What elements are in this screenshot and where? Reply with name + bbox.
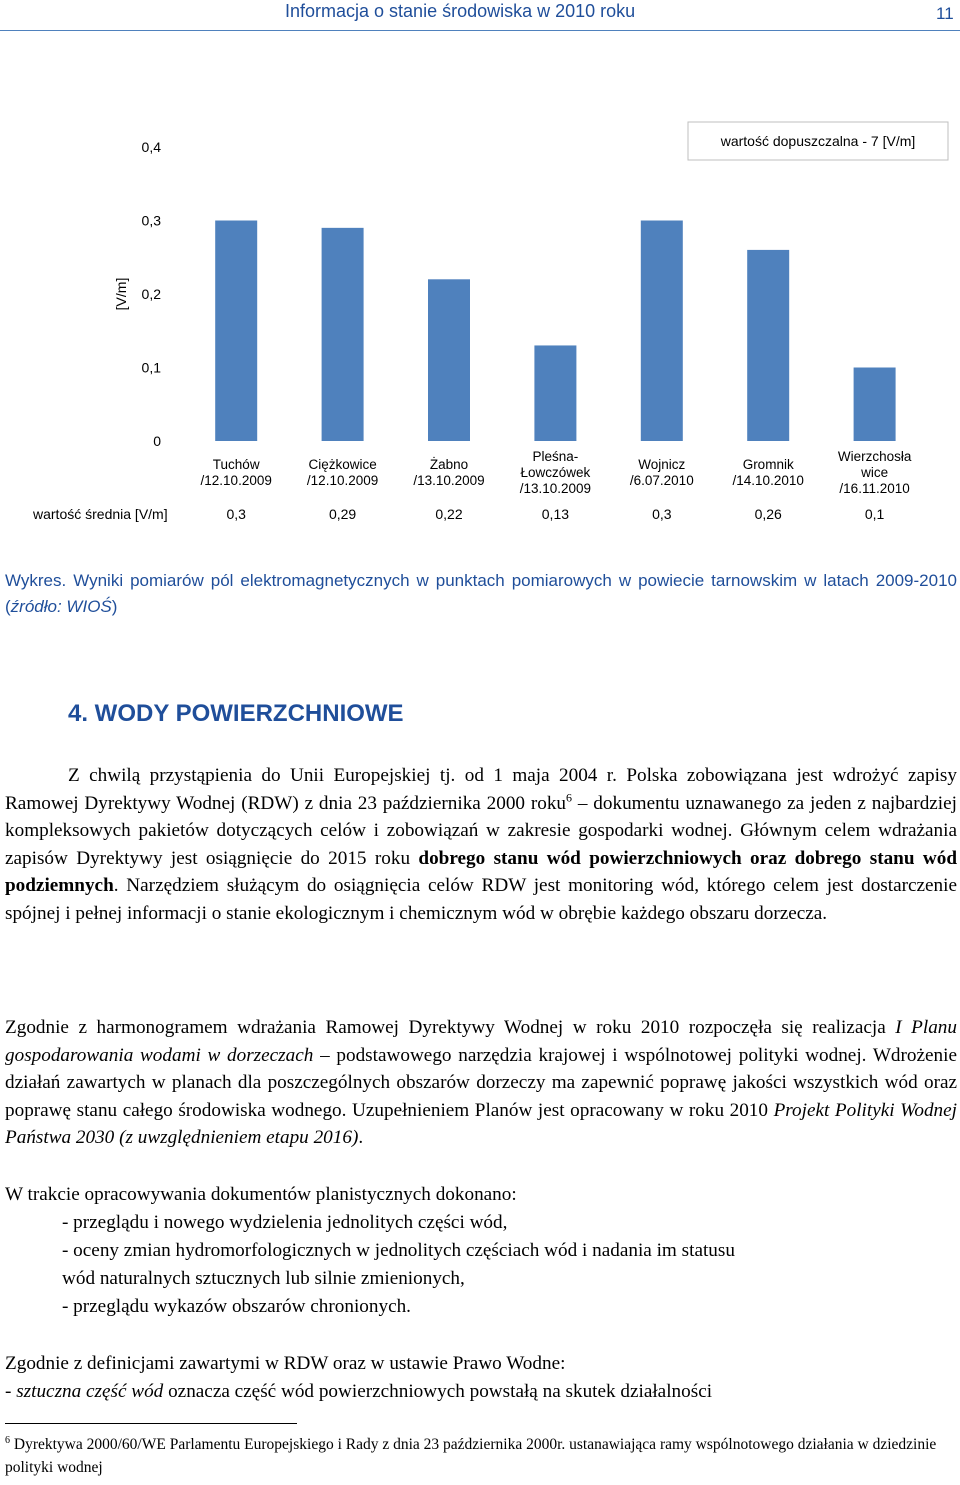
p1-bold-goal: dobrego stanu wód powierzchniowych oraz dobrego stanu wód podziemnych (5, 847, 958, 896)
bar-5 (641, 221, 683, 442)
chart-caption (5, 568, 957, 620)
category-label: /6.07.2010 (629, 473, 694, 488)
footnote (5, 1433, 950, 1479)
footnote-number: 6 (5, 1434, 10, 1446)
data-value-label: 0,1 (864, 506, 885, 522)
p2-part-a: Zgodnie z harmonogramem wdrażania Ramowej Dyrektywy Wodnej w roku 2010 rozpoczęła się realizacja (5, 1017, 896, 1038)
p5-rest: oznacza część wód powierzchniowych powstałą na skutek działalności (163, 1381, 713, 1402)
p2-part-b: – podstawowego narzędzia krajowej i wspólnotowej polityki wodnej. Wdrożenie działań zawartych w planach dla poszczególnych obszarów dorzeczy ma zapewnić poprawę jakości wszystkich wód oraz poprawę stanu całego środowiska wodnego. Uzupełnieniem Planów jest opracowany w roku 2010 (5, 1044, 957, 1121)
list-item: - przeglądu i nowego wydzielenia jednolitych części wód, (62, 1212, 508, 1233)
p5-dash: - (5, 1381, 17, 1402)
actions-list (62, 1209, 942, 1321)
category-label: Pleśna- (532, 449, 579, 464)
p2-part-c: . (358, 1127, 364, 1148)
y-tick-label: 0,4 (141, 139, 161, 155)
caption-close: ) (111, 597, 118, 616)
paragraph-plan (5, 1014, 957, 1152)
y-tick-label: 0,1 (141, 359, 161, 376)
list-item: wód naturalnych sztucznych lub silnie zmienionych, (62, 1268, 465, 1289)
footnote-ref: 6 (566, 790, 573, 805)
bar-7 (854, 368, 896, 442)
caption-source: źródło: WIOŚ (10, 597, 112, 616)
bar-1 (215, 221, 257, 442)
paragraph-definitions: Zgodnie z definicjami zawartymi w RDW oraz w ustawie Prawo Wodne: (5, 1353, 566, 1374)
section-heading: 4. WODY POWIERZCHNIOWE (68, 700, 404, 727)
bar-6 (747, 250, 789, 441)
p1-part-c: . Narzędziem służącym do osiągnięcia celów RDW jest monitoring wód, którego celem jest dostarczenie spójnej i pełnej informacji o stanie ekologicznym i chemicznym wód w obrębie każdego obszaru dorzecza. (5, 875, 957, 924)
category-label: Wojnicz (638, 457, 686, 472)
paragraph-rdw (5, 762, 957, 927)
category-label: /16.11.2010 (839, 481, 910, 496)
category-label: Tuchów (212, 457, 260, 472)
data-value-label: 0,13 (541, 506, 570, 522)
header-title: Informacja o stanie środowiska w 2010 roku (285, 1, 636, 21)
category-label: Ciężkowice (308, 457, 377, 472)
data-value-label: 0,3 (226, 506, 246, 522)
data-value-label: 0,26 (754, 506, 782, 522)
category-label: /13.10.2009 (519, 481, 592, 496)
data-value-label: 0,22 (435, 506, 463, 522)
y-tick-label: 0,2 (141, 286, 161, 302)
data-value-label: 0,29 (328, 506, 357, 522)
category-label: /14.10.2010 (732, 473, 804, 488)
category-label: Wierzchosła (837, 449, 912, 464)
category-label: /13.10.2009 (413, 473, 485, 488)
paragraph-definition-item (5, 1378, 957, 1406)
category-label: wice (861, 465, 889, 480)
y-axis-label: [V/m] (113, 277, 129, 311)
paragraph-intro-list: W trakcie opracowywania dokumentów planistycznych dokonano: (5, 1184, 517, 1205)
p2-italic-project: Projekt Polityki Wodnej Państwa 2030 (z uwzględnieniem etapu 2016) (5, 1099, 957, 1148)
y-tick-label: 0,3 (141, 212, 161, 229)
bar-3 (428, 279, 470, 441)
page-number: 11 (936, 4, 954, 23)
list-item: - oceny zmian hydromorfologicznych w jednolitych częściach wód i nadania im statusu (62, 1240, 735, 1261)
bar-4 (534, 345, 576, 441)
category-label: /12.10.2009 (200, 473, 272, 488)
caption-text: Wykres. Wyniki pomiarów pól elektromagnetycznych w punktach pomiarowych w powiecie tarnowskim w latach 2009-2010 ( (5, 571, 957, 616)
category-label: Gromnik (742, 457, 794, 472)
p2-italic-plan: I Planu gospodarowania wodami w dorzeczach (5, 1017, 957, 1066)
p5-italic-term: sztuczna część wód (16, 1381, 164, 1402)
p1-part-b: – dokumentu uznawanego za jeden z najbardziej kompleksowych pakietów dotyczących celów i zobowiązań w zakresie gospodarki wodnej. Głównym celem wdrażania zapisów Dyrektywy jest osiągnięcie do 2015 roku (5, 792, 957, 869)
category-label: Łowczówek (520, 465, 591, 480)
data-value-label: 0,3 (652, 506, 672, 522)
limit-legend-text: wartość dopuszczalna - 7 [V/m] (720, 133, 916, 149)
category-label: Żabno (429, 457, 469, 472)
page-header (0, 0, 960, 30)
footnote-text: Dyrektywa 2000/60/WE Parlamentu Europejskiego i Rady z dnia 23 października 2000r. ustanawiająca ramy wspólnotowego działania w dziedzinie polityki wodnej (5, 1436, 937, 1476)
list-item: - przeglądu wykazów obszarów chronionych. (62, 1296, 411, 1317)
footnote-rule (5, 1423, 297, 1424)
category-label: /12.10.2009 (306, 473, 379, 488)
bar-2 (322, 228, 364, 441)
p1-part-a: Z chwilą przystąpienia do Unii Europejskiej tj. od 1 maja 2004 r. Polska zobowiązana jest wdrożyć zapisy Ramowej Dyrektywy Wodnej (RDW) z dnia 23 października 2000 roku (5, 765, 957, 814)
series-name-label: wartość średnia [V/m] (33, 506, 168, 522)
measurement-chart (0, 105, 960, 545)
header-rule (0, 30, 960, 31)
y-tick-label: 0 (153, 433, 161, 449)
